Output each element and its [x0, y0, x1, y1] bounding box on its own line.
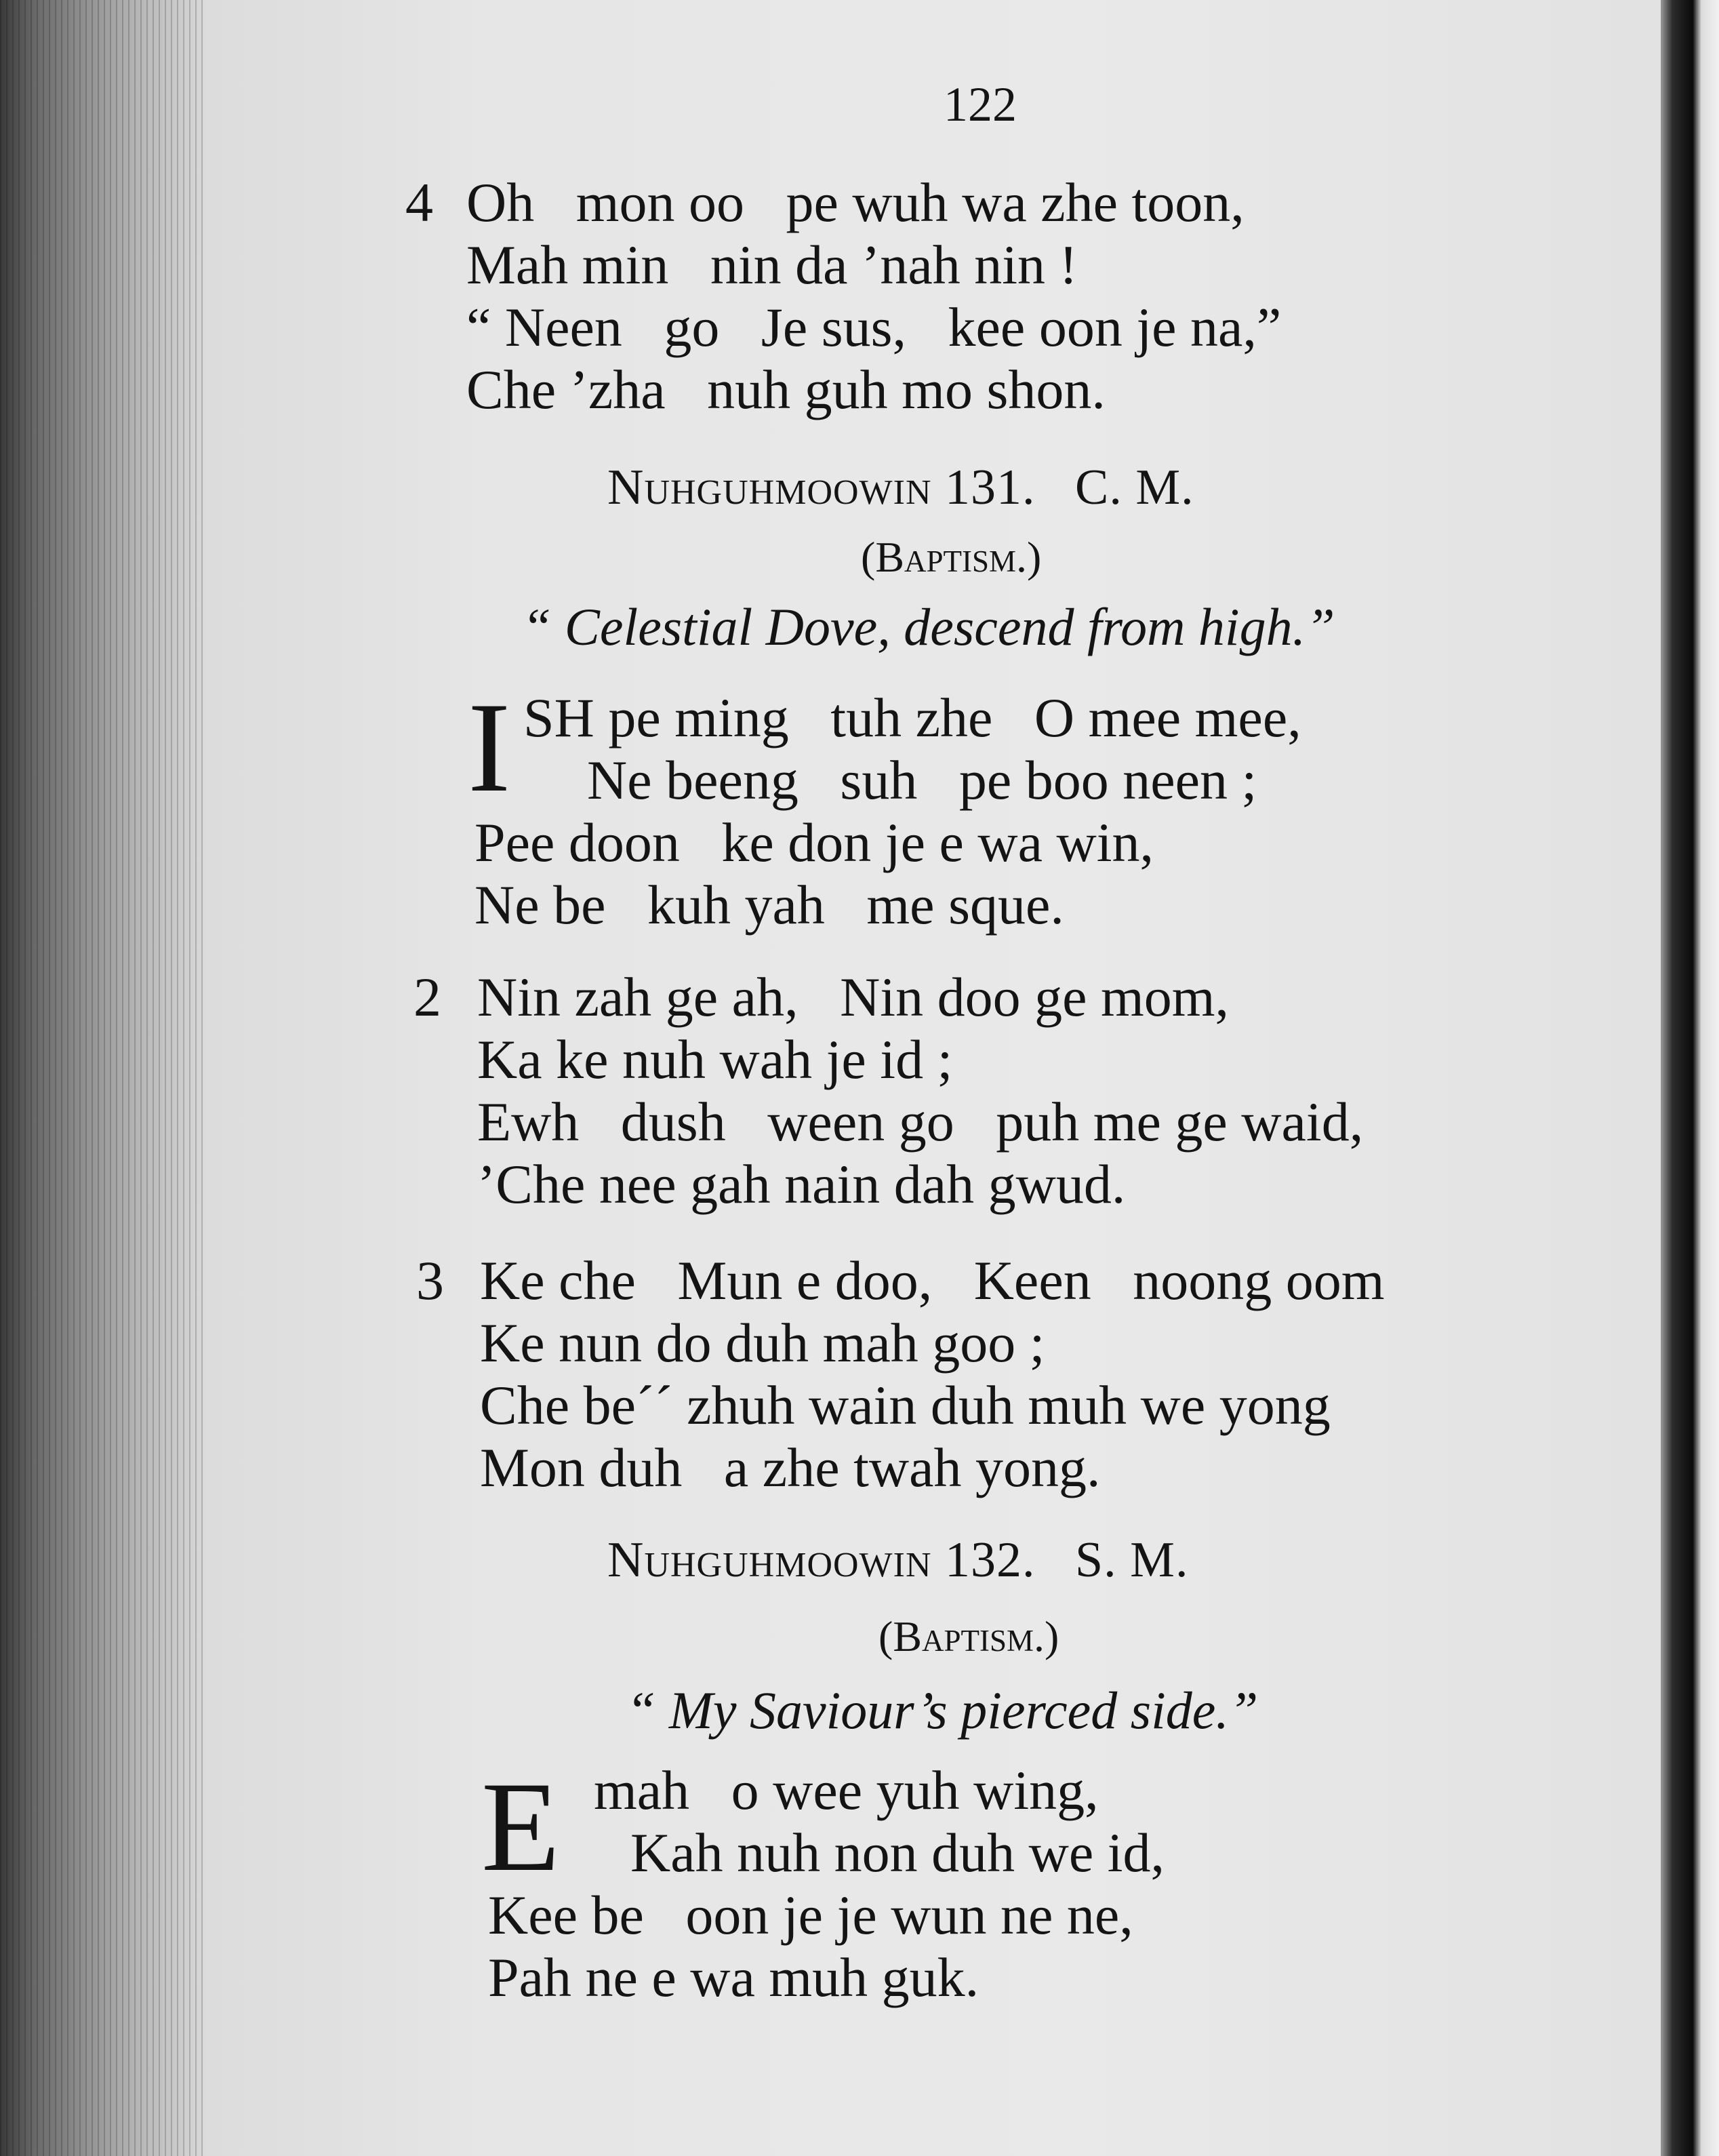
show-through [1457, 156, 1468, 206]
page-number: 122 [944, 77, 1017, 132]
paren: ) [1045, 1612, 1059, 1660]
verse-line: Mah min nin da ’nah nin ! [466, 234, 1078, 296]
verse-line: Pah ne e wa muh guk. [488, 1947, 979, 2008]
tune-line: “ My Saviour’s pierced side.” [626, 1681, 1259, 1740]
verse-line: ’Che nee gah nain dah gwud. [477, 1153, 1126, 1215]
verse-line: Che ’zha nuh guh mo shon. [466, 359, 1106, 420]
verse-line: Nin zah ge ah, Nin doo ge mom, [477, 966, 1230, 1028]
hymn-subtitle-word: Baptism. [893, 1612, 1045, 1660]
hymn-heading-number: 132. S. M. [945, 1532, 1189, 1588]
verse-line: Mon duh a zhe twah yong. [480, 1437, 1101, 1498]
tune-line: “ Celestial Dove, descend from high.” [522, 597, 1335, 656]
stanza-number: 4 [405, 172, 433, 233]
drop-cap: I [468, 677, 511, 819]
verse-line: mah o wee yuh wing, [594, 1759, 1099, 1821]
hymn-heading-word: Nuhguhmoowin [607, 460, 932, 515]
hymn-heading [607, 462, 1194, 513]
paren: ) [1027, 533, 1042, 581]
paren: ( [861, 533, 876, 581]
page-edge-lines [0, 0, 203, 2156]
verse-line: Oh mon oo pe wuh wa zhe toon, [466, 172, 1245, 233]
hymn-subtitle [861, 533, 1042, 581]
stanza-number: 2 [413, 966, 441, 1028]
verse-line: SH pe ming tuh zhe O mee mee, [523, 687, 1301, 748]
hymn-subtitle [878, 1612, 1059, 1660]
hymn-heading-number: 131. C. M. [945, 460, 1194, 515]
stanza-number: 3 [416, 1250, 444, 1311]
drop-cap: E [481, 1756, 561, 1898]
page-right-edge [1661, 0, 1719, 2156]
verse-line: Kee be oon je je wun ne ne, [488, 1884, 1133, 1946]
verse-line: Pee doon ke don je e wa win, [474, 812, 1154, 873]
verse-line: Ewh dush ween go puh me ge waid, [477, 1091, 1364, 1153]
verse-line: Kah nuh non duh we id, [630, 1822, 1165, 1883]
verse-line: Ne be kuh yah me sque. [474, 874, 1064, 936]
verse-line: Ke nun do duh mah goo ; [480, 1312, 1045, 1374]
verse-line: Ke che Mun e doo, Keen noong oom [480, 1250, 1385, 1311]
hymn-heading-word: Nuhguhmoowin [607, 1532, 932, 1588]
hymn-subtitle-word: Baptism. [875, 533, 1028, 581]
verse-line: Ne beeng suh pe boo neen ; [587, 749, 1257, 811]
hymn-heading [607, 1532, 1189, 1588]
verse-line: Che be´´ zhuh wain duh muh we yong [480, 1374, 1331, 1436]
verse-line: “ Neen go Je sus, kee oon je na,” [466, 296, 1282, 358]
verse-line: Ka ke nuh wah je id ; [477, 1029, 953, 1090]
paren: ( [878, 1612, 893, 1660]
